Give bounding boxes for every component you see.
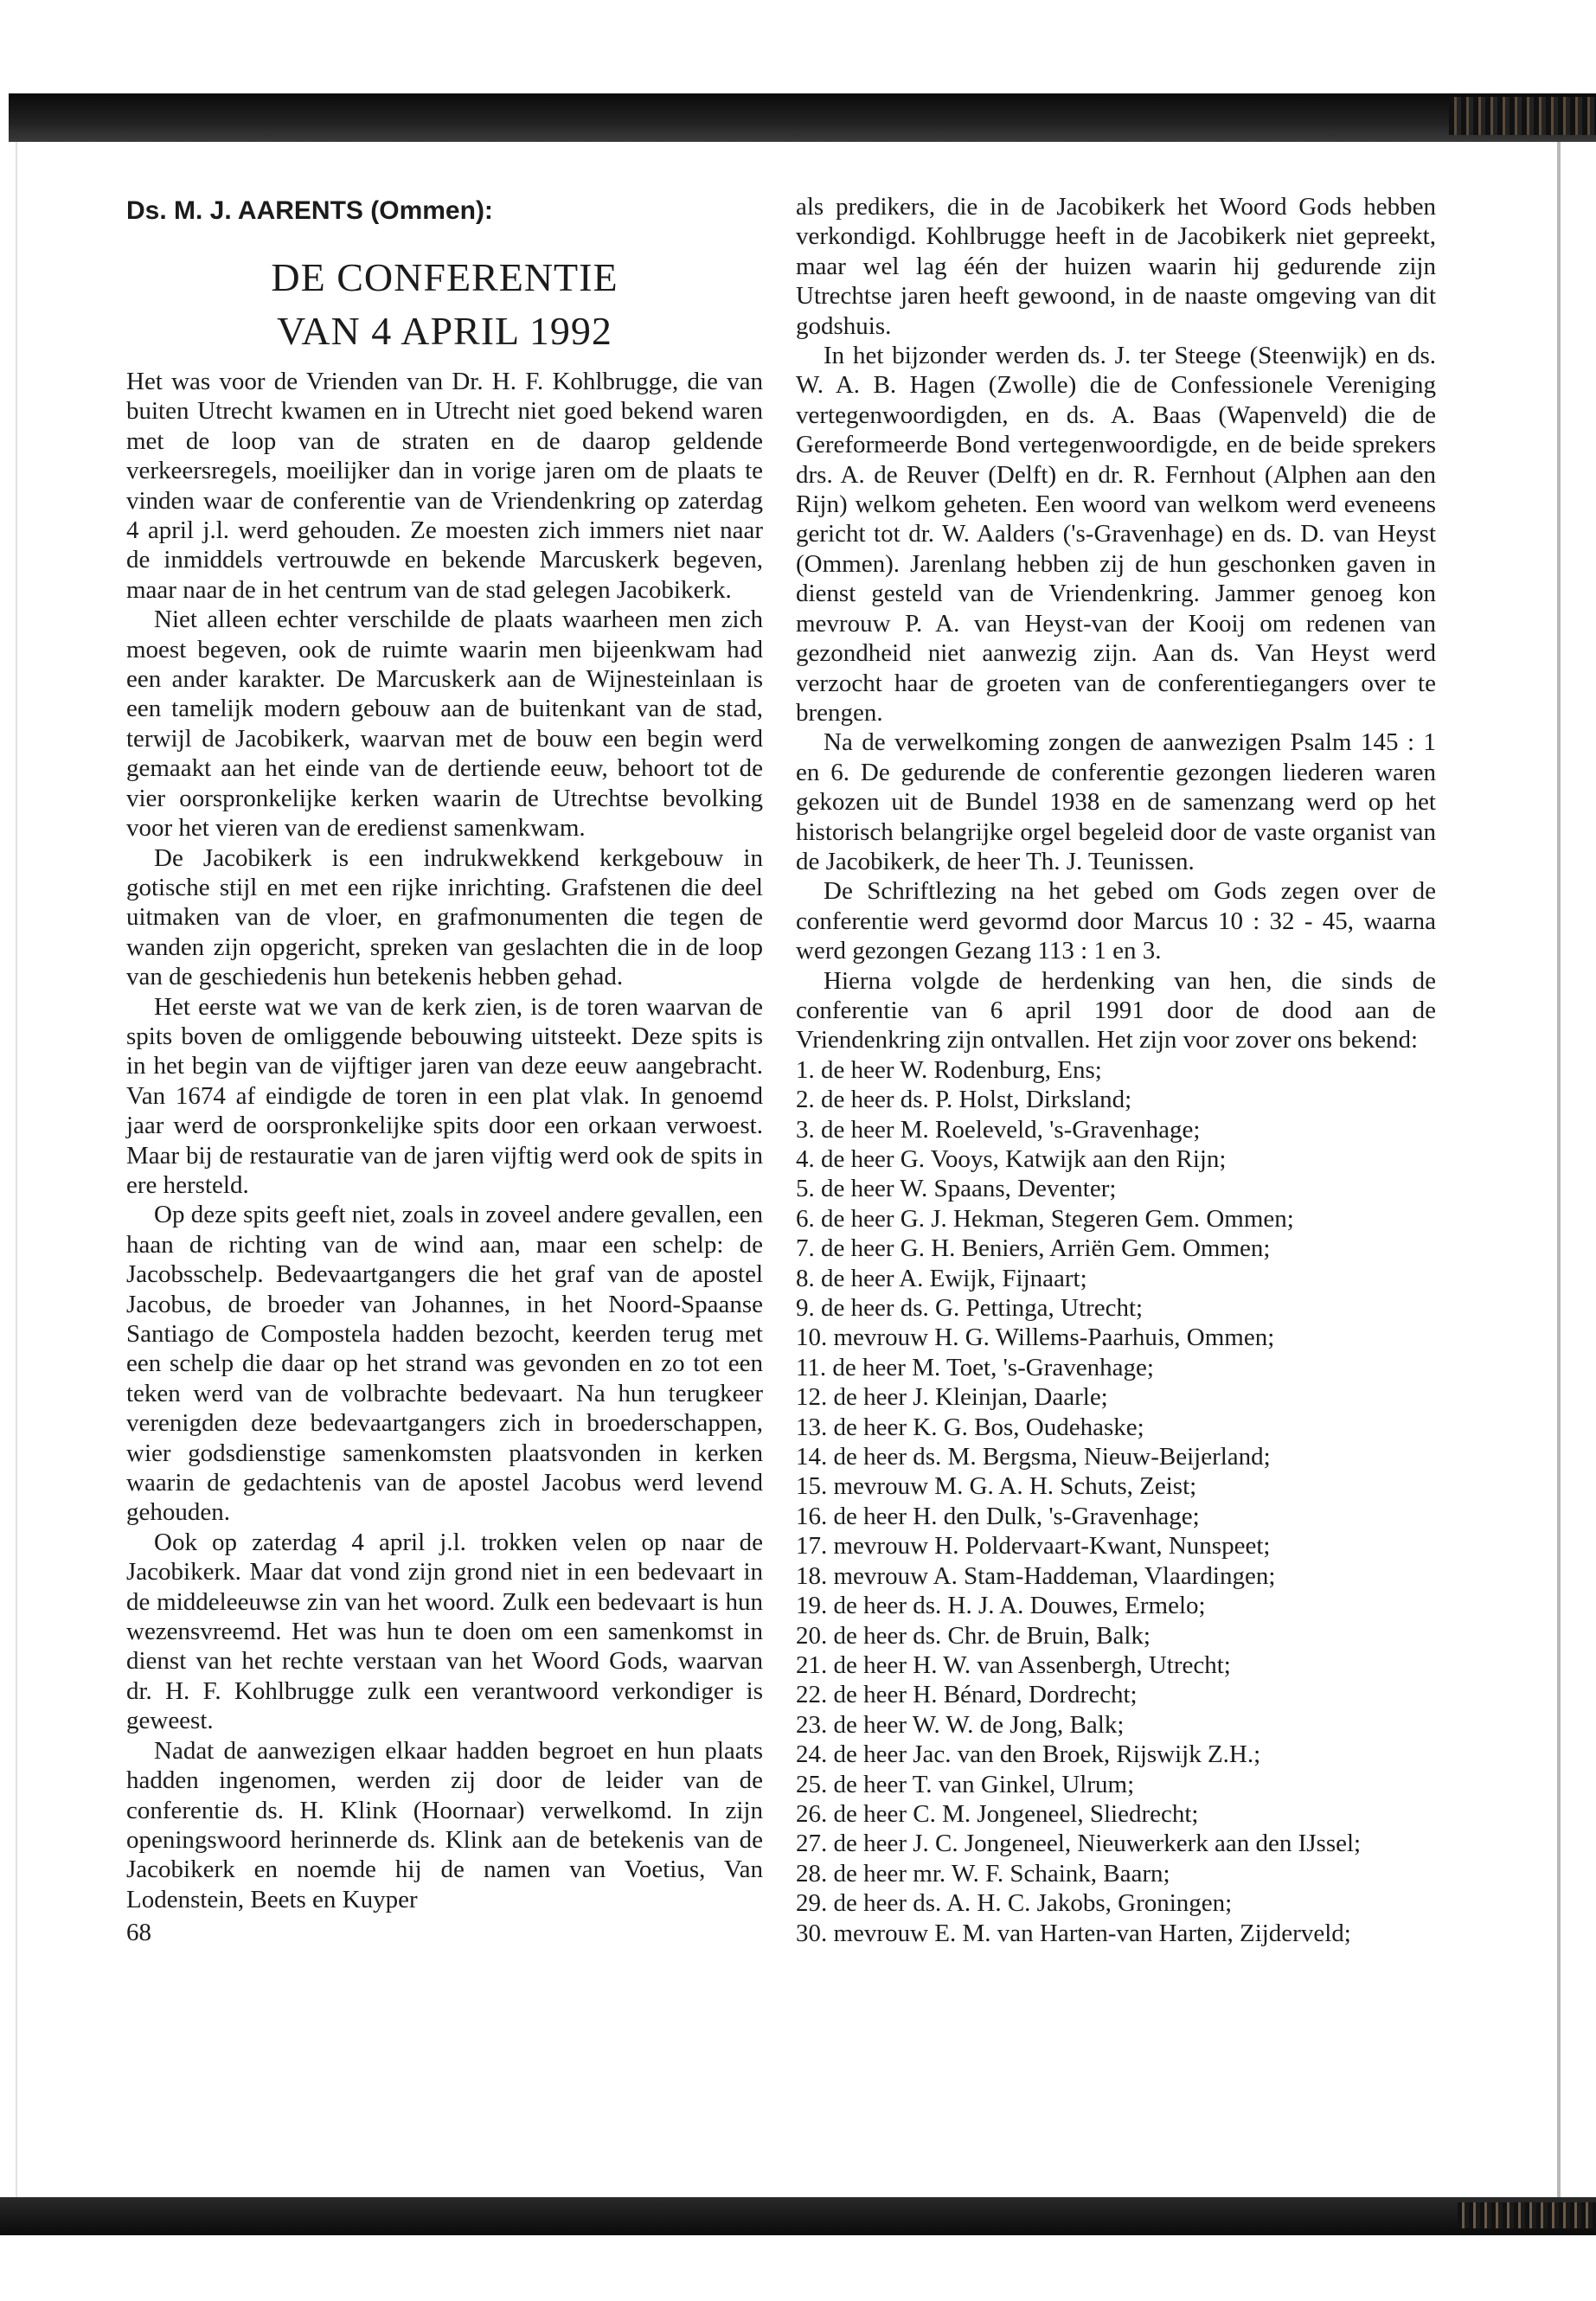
paragraph: als predikers, die in de Jacobikerk het Woord Gods hebben verkondigd. Kohlbrugge heeft in de Jacobikerk niet gepreekt, maar wel lag één der huizen waarin hij gedurende zijn Utrechtse jaren heeft gewoond, in de naaste omgeving van dit godshuis. [796, 193, 1436, 340]
paragraph: De Jacobikerk is een indrukwekkend kerkgebouw in gotische stijl en met een rijke inrichting. Grafstenen die deel uitmaken van de vloer, en grafmonumenten die tegen de wanden zijn opgericht, spreken van geslachten die in de loop van de geschiedenis hun betekenis hebben gehad. [126, 843, 763, 991]
list-item: 12. de heer J. Kleinjan, Daarle; [796, 1383, 1108, 1412]
list-item: 27. de heer J. C. Jongeneel, Nieuwerkerk aan den IJssel; [796, 1830, 1362, 1858]
paragraph: Niet alleen echter verschilde de plaats waarheen men zich moest begeven, ook de ruimte waarin men bijeenkwam had een ander karakter. De Marcuskerk aan de Wijnesteinlaan is een tamelijk modern gebouw aan de buitenkant van de stad, terwijl de Jacobikerk, waarvan met de bouw een begin werd gemaakt aan het einde van de dertiende eeuw, behoort tot de vier oorspronkelijke kerken waarin de Utrechtse bevolking voor het vieren van de eredienst samenkwam. [126, 606, 763, 843]
list-item: 10. mevrouw H. G. Willems-Paarhuis, Ommen; [796, 1324, 1275, 1352]
scan-edge-mark [1458, 2202, 1596, 2228]
paragraph: Na de verwelkoming zongen de aanwezigen Psalm 145 : 1 en 6. De gedurende de conferentie gezongen liederen waren gekozen uit de Bundel 1938 en de samenzang werd op het historisch belangrijke orgel begeleid door de vaste organist van de Jacobikerk, de heer Th. J. Teunissen. [796, 728, 1436, 875]
page-right-edge [1557, 142, 1561, 2197]
list-item: 22. de heer H. Bénard, Dordrecht; [796, 1681, 1138, 1709]
list-item: 7. de heer G. H. Beniers, Arriën Gem. Ommen; [796, 1234, 1271, 1263]
list-item: 13. de heer K. G. Bos, Oudehaske; [796, 1413, 1144, 1441]
article-title [126, 251, 763, 358]
list-item: 16. de heer H. den Dulk, 's-Gravenhage; [796, 1502, 1200, 1530]
scan-edge-mark [1449, 97, 1596, 135]
list-item: 11. de heer M. Toet, 's-Gravenhage; [796, 1353, 1154, 1381]
paragraph: Het eerste wat we van de kerk zien, is de toren waarvan de spits boven de omliggende bebouwing uitsteekt. Deze spits is in het begin van de vijftiger jaren van deze eeuw aangebracht. Van 1674 af eindigde de toren in een plat vlak. In genoemd jaar werd de oorspronkelijke spits door een orkaan verwoest. Maar bij de restauratie van de jaren vijftig werd ook de spits in ere hersteld. [126, 992, 763, 1199]
list-item: 26. de heer C. M. Jongeneel, Sliedrecht; [796, 1799, 1199, 1828]
list-item: 3. de heer M. Roeleveld, 's-Gravenhage; [796, 1115, 1201, 1144]
list-item: 28. de heer mr. W. F. Schaink, Baarn; [796, 1859, 1170, 1888]
title-line-1: DE CONFERENTIE [271, 255, 619, 299]
list-item: 14. de heer ds. M. Bergsma, Nieuw-Beijerland; [796, 1443, 1271, 1471]
deceased-list [796, 1055, 1436, 1948]
paragraph: Het was voor de Vrienden van Dr. H. F. Kohlbrugge, die van buiten Utrecht kwamen en in Utrecht niet goed bekend waren met de loop van de straten en de daarop geldende verkeersregels, moeilijker dan in vorige jaren om de plaats te vinden waar de conferentie van de Vriendenkring op zaterdag 4 april j.l. werd gehouden. Ze moesten zich immers niet naar de inmiddels vertrouwde en bekende Marcuskerk begeven, maar naar de in het centrum van de stad gelegen Jacobikerk. [126, 368, 763, 604]
author-byline: Ds. M. J. AARENTS (Ommen): [126, 196, 493, 225]
list-item: 1. de heer W. Rodenburg, Ens; [796, 1055, 1102, 1084]
list-item: 17. mevrouw H. Poldervaart-Kwant, Nunspeet; [796, 1532, 1271, 1561]
paragraph: Nadat de aanwezigen elkaar hadden begroet en hun plaats hadden ingenomen, werden zij door de leider van de conferentie ds. H. Klink (Hoornaar) verwelkomd. In zijn openingswoord herinnerde ds. Klink aan de betekenis van de Jacobikerk en noemde hij de namen van Voetius, Van Lodenstein, Beets en Kuyper [126, 1736, 763, 1913]
list-item: 18. mevrouw A. Stam-Haddeman, Vlaardingen; [796, 1561, 1276, 1590]
list-item: 20. de heer ds. Chr. de Bruin, Balk; [796, 1621, 1151, 1650]
list-item: 25. de heer T. van Ginkel, Ulrum; [796, 1770, 1135, 1798]
list-item: 4. de heer G. Vooys, Katwijk aan den Rijn; [796, 1145, 1227, 1173]
paragraph: De Schriftlezing na het gebed om Gods zegen over de conferentie werd gevormd door Marcus 10 : 32 - 45, waarna werd gezongen Gezang 113 : 1 en 3. [796, 877, 1436, 965]
scan-bottom-edge [0, 2197, 1596, 2235]
paragraph: Op deze spits geeft niet, zoals in zoveel andere gevallen, een haan de richting van de wind aan, maar een schelp: de Jacobsschelp. Bedevaartgangers die het graf van de apostel Jacobus, de broeder van Johannes, in het Noord-Spaanse Santiago de Compostela hadden bezocht, keerden terug met een schelp die daar op het strand was gevonden en zo tot een teken werd van de volbrachte bedevaart. Na hun terugkeer verenigden deze bedevaartgangers zich in broederschappen, wier godsdienstige samenkomsten plaatsvonden in kerken waarin de gedachtenis van de apostel Jacobus werd levend gehouden. [126, 1201, 763, 1527]
list-item: 30. mevrouw E. M. van Harten-van Harten, Zijderveld; [796, 1919, 1351, 1947]
list-item: 9. de heer ds. G. Pettinga, Utrecht; [796, 1294, 1144, 1323]
list-item: 24. de heer Jac. van den Broek, Rijswijk Z.H.; [796, 1740, 1261, 1769]
paragraph: In het bijzonder werden ds. J. ter Steege (Steenwijk) en ds. W. A. B. Hagen (Zwolle) die de Confessionele Vereniging vertegenwoordigden, en ds. A. Baas (Wapenveld) die de Gereformeerde Bond vertegenwoordigde, en de beide sprekers drs. A. de Reuver (Delft) en dr. R. Fernhout (Alphen aan den Rijn) welkom geheten. Een woord van welkom werd eveneens gericht tot dr. W. Aalders ('s-Gravenhage) en ds. D. van Heyst (Ommen). Jarenlang hebben zij de hun geschonken gaven in dienst gesteld van de Vriendenkring. Jammer genoeg kon mevrouw P. A. van Heyst-van der Kooij om redenen van gezondheid niet aanwezig zijn. Aan ds. Van Heyst werd verzocht haar de groeten van de conferentiegangers over te brengen. [796, 342, 1436, 727]
list-item: 6. de heer G. J. Hekman, Stegeren Gem. Ommen; [796, 1204, 1294, 1233]
list-item: 2. de heer ds. P. Holst, Dirksland; [796, 1086, 1132, 1114]
list-item: 29. de heer ds. A. H. C. Jakobs, Groningen; [796, 1889, 1233, 1918]
page-number: 68 [126, 1919, 151, 1947]
page-left-edge [16, 142, 17, 2197]
paragraph: Hierna volgde de herdenking van hen, die sinds de conferentie van 6 april 1991 door de dood aan de Vriendenkring zijn ontvallen. Het zijn voor zover ons bekend: [796, 966, 1436, 1054]
title-line-2: VAN 4 APRIL 1992 [277, 309, 612, 353]
right-column [796, 192, 1436, 1948]
paragraph: Ook op zaterdag 4 april j.l. trokken velen op naar de Jacobikerk. Maar dat vond zijn grond niet in een bedevaart in de middeleeuwse zin van het woord. Zulk een bedevaart is hun wezensvreemd. Het was hun te doen om een samenkomst in dienst van het rechte verstaan van het Woord Gods, waarvan dr. H. F. Kohlbrugge zulk een verantwoord verkondiger is geweest. [126, 1528, 763, 1735]
list-item: 5. de heer W. Spaans, Deventer; [796, 1175, 1117, 1203]
list-item: 15. mevrouw M. G. A. H. Schuts, Zeist; [796, 1472, 1197, 1501]
scan-top-edge [9, 93, 1596, 142]
list-item: 8. de heer A. Ewijk, Fijnaart; [796, 1264, 1087, 1292]
list-item: 21. de heer H. W. van Assenbergh, Utrecht; [796, 1650, 1231, 1679]
list-item: 23. de heer W. W. de Jong, Balk; [796, 1710, 1125, 1739]
left-column [126, 192, 763, 1947]
list-item: 19. de heer ds. H. J. A. Douwes, Ermelo; [796, 1592, 1206, 1620]
